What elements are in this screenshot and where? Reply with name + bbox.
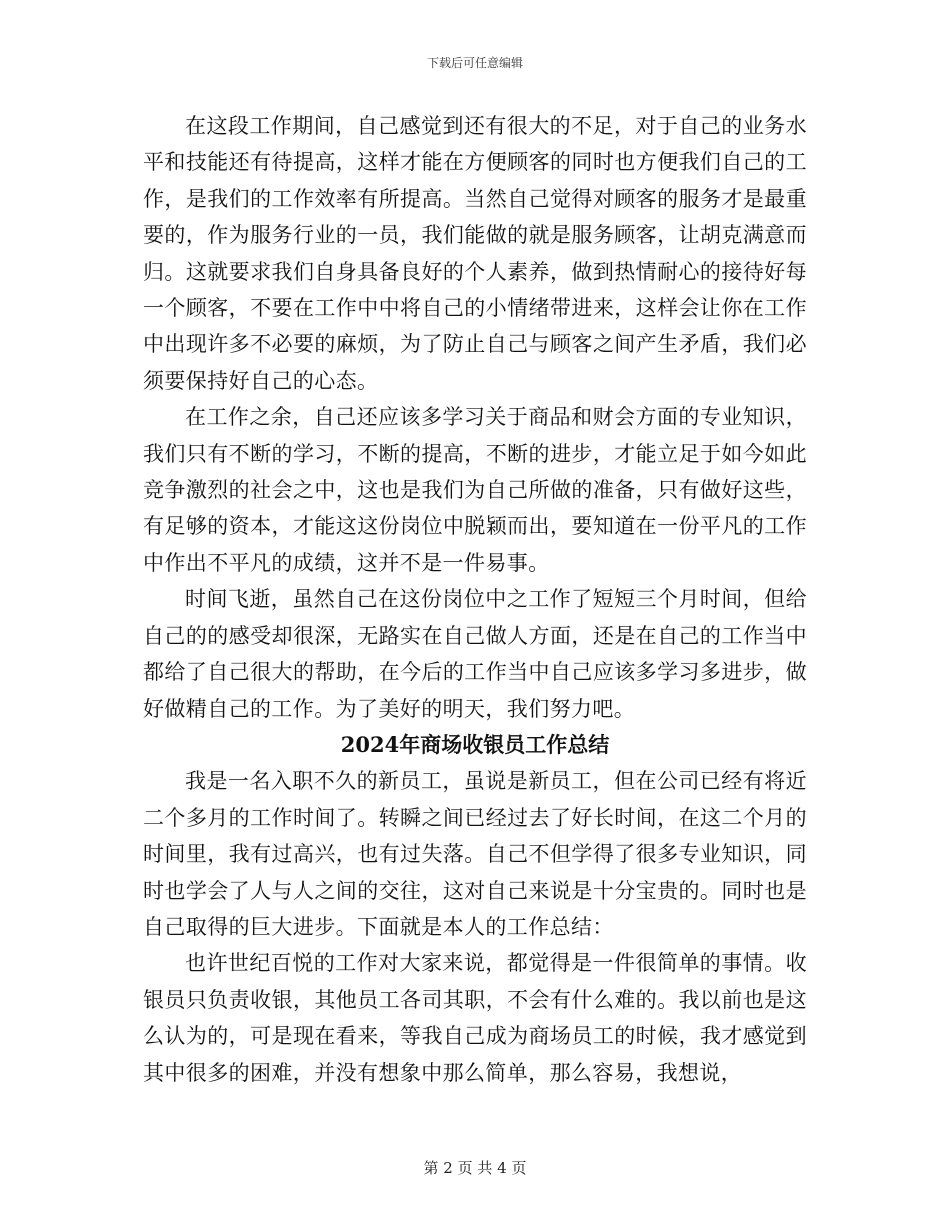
paragraph-2: 在工作之余，自己还应该多学习关于商品和财会方面的专业知识，我们只有不断的学习，不断的提高，不断的进步，才能立足于如今如此竞争激烈的社会之中，这也是我们为自己所做的准备，只有做好这些，有足够的资本，才能这这份岗位中脱颖而出，要知道在一份平凡的工作中作出不平凡的成绩，这并不是一件易事。 — [143, 405, 807, 575]
paragraph-1: 在这段工作期间，自己感觉到还有很大的不足，对于自己的业务水平和技能还有待提高，这样才能在方便顾客的同时也方便我们自己的工作，是我们的工作效率有所提高。当然自己觉得对顾客的服务才是最重要的，作为服务行业的一员，我们能做的就是服务顾客，让胡克满意而归。这就要求我们自身具备良好的个人素养，做到热情耐心的接待好每一个顾客，不要在工作中中将自己的小情绪带进来，这样会让你在工作中出现许多不必要的麻烦，为了防止自己与顾客之间产生矛盾，我们必须要保持好自己的心态。 — [143, 114, 807, 393]
paragraph-5: 也许世纪百悦的工作对大家来说，都觉得是一件很简单的事情。收银员只负责收银，其他员工各司其职，不会有什么难的。我以前也是这么认为的，可是现在看来，等我自己成为商场员工的时候，我才感觉到其中很多的困难，并没有想象中那么简单，那么容易，我想说， — [143, 951, 807, 1085]
paragraph-4: 我是一名入职不久的新员工，虽说是新员工，但在公司已经有将近二个多月的工作时间了。转瞬之间已经过去了好长时间，在这二个月的时间里，我有过高兴，也有过失落。自己不但学得了很多专业知识，同时也学会了人与人之间的交往，这对自己来说是十分宝贵的。同时也是自己取得的巨大进步。下面就是本人的工作总结： — [143, 769, 807, 939]
header-note: 下载后可任意编辑 — [426, 56, 523, 70]
page-number: 第 2 页 共 4 页 — [423, 1159, 527, 1177]
paragraph-3: 时间飞逝，虽然自己在这份岗位中之工作了短短三个月时间，但给自己的的感受却很深，无路实在自己做人方面，还是在自己的工作当中都给了自己很大的帮助，在今后的工作当中自己应该多学习多进步，做好做精自己的工作。为了美好的明天，我们努力吧。 — [143, 587, 807, 721]
section-title: 2024年商场收银员工作总结 — [340, 731, 610, 757]
document-body — [143, 108, 807, 1091]
